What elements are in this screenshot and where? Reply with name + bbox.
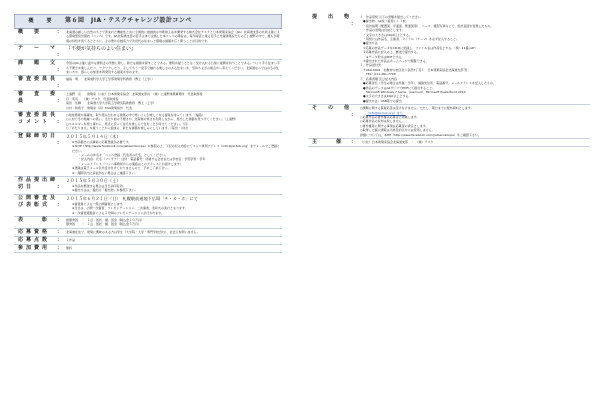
row-entry-fee	[14, 245, 282, 253]
row-eligibility	[14, 229, 282, 237]
committee-member: 菊田 弘輝 北海道大学大学院工学研究院助教授 博士（工学）	[66, 101, 157, 106]
jury-note: ※審査員による一般公開審査とします。	[72, 201, 126, 206]
label-entry-fee: 参加費用 ：	[18, 244, 62, 251]
deliverable-line: ②応募作品に記入の上、郵送で提出する。	[360, 50, 420, 55]
label-gaiyo: 概 要 ：	[18, 29, 62, 35]
award-line: 最優秀賞 ／ １点 賞状、楯、賞金（税込金１０万円）	[66, 217, 145, 222]
label-comment: 審査委員長コメント ：	[18, 112, 62, 126]
deadline-date: ２０１５年５月１４日（木）	[66, 133, 121, 139]
committee-member: 川村 和希子 建築家（有）TAO建築設計 代表	[66, 105, 132, 110]
row-theme	[14, 45, 282, 60]
label-other: そ の 他 ：	[312, 105, 356, 119]
other-line: ○著作権等に関する事項は応募者の責任とします。	[360, 123, 429, 128]
deliverable-line: ※データ形式はPDFとする。	[360, 54, 405, 59]
left-column	[14, 14, 282, 253]
value-award	[64, 217, 282, 228]
row-committee	[14, 91, 282, 112]
submit-date: ２０１５年５月３０日（土）	[66, 177, 121, 183]
row-committee-chair	[14, 76, 282, 91]
value-organizer: （公社）日本建築家協会北海道支部 ・ （株）テスク	[360, 139, 434, 144]
jury-date: ２０１５年６月２１日（日） 札幌駅前通地下広場「チ・カ・ホ」にて	[66, 195, 198, 201]
committee-member: 上遠野 克 建築家（公社）日本建築家協会 北海道支部長 （株）上遠野建築事務所 代表取締役	[66, 92, 203, 97]
competition-title: 第６回 JIA・テスクチャレンジ設計コンペ	[65, 17, 192, 25]
row-deadline	[14, 133, 282, 177]
label-committee: 審 査 委 員 ：	[18, 91, 67, 105]
label-submit-deadline: 作品提出締切日 ：	[18, 176, 62, 190]
row-gaiyo	[14, 29, 282, 45]
value-fee: １作品	[66, 237, 76, 242]
title-label: 概 要	[28, 18, 56, 24]
award-line: 優秀賞 ／ ２点 賞状、楯、賞金（税込金５万円）	[66, 222, 142, 227]
other-line: ○応募作品の著作権は応募者に帰属します。	[360, 114, 420, 119]
deliverable-line: ●文字の大きさは10pt以上とする。	[360, 94, 412, 99]
row-jury	[14, 195, 282, 217]
value-theme: 『不便が気持ちのよい住まい』	[66, 46, 137, 53]
deliverable-line: ①応募の作品データをCD-Rに記録し、ファイル名は作品名とする。（例：11番.pdf）	[360, 45, 478, 50]
deliverable-line: ・設計説明（配置図、平面図、断面図等）、パース、模型写真などで、設計意図を表現したもの。	[360, 23, 494, 28]
comment-line: ○エネルギーを使う事から、原点に戻って住宅を楽しんで住むことが考えてください。（丹）	[66, 121, 191, 126]
label-committee-chair: 審査委員長 ：	[18, 76, 62, 90]
value-submit-deadline	[64, 177, 282, 194]
deliverable-line: ●提出方法	[360, 41, 378, 46]
deliverable-line: ３．応募書類 及び記入内容	[360, 76, 397, 81]
deadline-note: ※登録は電子メール以外受け付けておりませんので、予めご了承下さい。	[72, 166, 171, 171]
value-eligibility: 北海道在住で、建築に興味のある方は学生（大学院・大学・専門学校含む）、社会人を問いません。	[66, 229, 200, 234]
value-gaiyo	[64, 29, 282, 44]
value-entry-fee: 無料	[66, 245, 73, 250]
kadai-text: 今回のJIA主催に温かな便利さの実態に際し、新たな価値を探すことである。便利を疑うことなく受け入れる日常に疑問を持つことである。つくり手も住まい手も不便さを楽しんだり、ワクワクしたり、そしてもう一度手で触れる楽しさのある住まいを、気持ちよさの視点から考えてください。北海道ならではの冬の住まい方や、暮らしの知恵を再発見する提案を求めます。	[66, 61, 280, 75]
row-deliverables	[308, 14, 590, 105]
row-comment	[14, 112, 282, 133]
other-line: ○課題に関する質疑応答は受け付けません。ただし、期日までに配布資料とします。	[360, 106, 474, 111]
value-deliverables	[358, 14, 590, 104]
deliverable-line: ③提出された作品はホームページで閲覧できる。	[360, 59, 429, 64]
deadline-note: ※一週間以内に返信がない場合はご連絡下さい。	[72, 170, 138, 175]
row-award	[14, 217, 282, 229]
deliverable-line: ・文字の大きさは10pt以上とする。	[360, 32, 412, 37]
value-jury	[64, 195, 282, 216]
label-kadai: 課 題 文 ：	[18, 60, 62, 74]
row-kadai	[14, 60, 282, 76]
label-fee: 応募点数 ：	[18, 236, 62, 243]
committee-chair-text: 福島 明 北海道科学大学工学部建築学科教授（博士（工学））	[66, 77, 155, 82]
deadline-note: ・メールアドレス（コンペ事務局からの連絡はこのアドレスにお届けします）	[78, 161, 183, 166]
label-award: 表 彰 ：	[18, 216, 62, 223]
other-line: ○取得した個人情報は当該目的以外には使用しません。	[360, 128, 435, 133]
deliverable-line: ●応募者名（学生の場合は所属・学年）、連絡先住所、電話番号、メールアドレスを記入したもの。	[360, 81, 496, 86]
label-jury: 公開審査及び表彰式 ：	[18, 194, 62, 208]
label-deliverables: 提 出 物 ：	[312, 14, 356, 27]
deliverable-line: ・用紙には作品名、主催者、タイトル（テーマ）を必ず記入すること。	[360, 37, 459, 42]
value-committee-chair	[64, 76, 282, 90]
label-deadline: 登録締切日 ：	[18, 132, 62, 146]
deliverable-line: ・作品の表現は自由とします。	[360, 28, 405, 33]
label-eligibility: 応募資格 ：	[18, 228, 62, 235]
submit-note: ※提出方法は、後記の「提出物」を参照下さい。	[72, 188, 138, 193]
deadline-note: ※本HP（http://www.facebook.com/jiatescokonpe）を参照の上、下記の記入内容にてコンペ専用アドレス（info@jia-hok.org）までメールでご登録ください。	[72, 144, 280, 153]
comment-line: ○地球環境や基礎化、取り組みがわれる建築の中で寒いうらが楽しくなる提案を待っています。（福島）	[66, 113, 205, 118]
row-fee	[14, 237, 282, 245]
gaiyo-text: 北海道の厳しい自然のもとで育まれた機能性と共に全国的に独創的な外断熱工法を開発する株式会社テスクと日本建築家協会（JIA）北海道支部の共同主催による環境型設計競技（コンペ）です。JIA北海道支部の若手主体で企画した本コンペの趣旨は、毎年時流に乗る若手と先輩建築家たちの広い視野の中で、誰もが環境の持続を育てるとともに、その豊かな創造力で次世代の住まいと環境の価値を広く問うことが目的です。	[66, 30, 280, 43]
right-column	[308, 14, 590, 147]
value-other	[358, 105, 590, 138]
deliverable-line: ●提出方法：USB等での提出	[360, 98, 402, 103]
row-organizer	[308, 139, 590, 147]
comment-line: ○「あたりまえ」を疑うことから始まる、新たな価値を楽しみにしています。（菊田・川村）	[66, 126, 190, 131]
deadline-note: ・メールの件名を「コンペ登録 代表者の氏名」としてください。	[78, 152, 168, 157]
comment-line: ○人村で冬や地域への思い、当たり前の不便さや、北海道の寒さを利用しながら、見出した価値を見つけてください。（上遠野）	[66, 117, 239, 122]
value-deadline	[64, 133, 282, 176]
submit-note: ※作品を郵送する場合は当日消印有効。	[72, 183, 126, 188]
label-organizer: 主 催 ：	[312, 138, 356, 145]
deliverable-line: ●作品のデータはA4サイズでPDFにて提出すること。	[360, 85, 436, 90]
other-line: ○応募作品の返却は致しません。	[360, 119, 405, 124]
deliverable-line: Microsoft Windows 7 home premium、Microsoft PowerPoint 2010	[360, 89, 466, 94]
document-title	[14, 14, 282, 29]
other-line: 詳細については、本HP（http://www.facebook.com/jiatescokonpe）をご確認下さい。	[360, 132, 482, 137]
row-submit-deadline	[14, 177, 282, 195]
deadline-note: ・記入内容：氏名（フリガナ）・住所・電話番号・所属する会社または学校名・学部学科・学年	[78, 157, 206, 162]
deliverable-line: ２．作品送付先	[360, 63, 382, 68]
jury-note: ※当日は、公開一次審査、プレゼンテーション、二次審査、表彰式の流れとなります。	[72, 206, 188, 211]
deliverable-line: TEL：011-261-7709	[360, 72, 396, 77]
row-other	[308, 105, 590, 139]
value-committee	[64, 91, 282, 111]
committee-member: 丹 英司 （株）テスク 代表取締役	[66, 96, 119, 101]
label-theme: テ ー マ ：	[18, 45, 62, 59]
jury-note: ※一次審査通過者による５分間のプレゼンテーションが行われます。	[72, 210, 165, 215]
deliverable-line: ●提出物：A2版（縦使い）１枚。	[360, 19, 409, 24]
contact-email-link[interactable]: （info@jia-hok.org）まで。	[366, 110, 406, 115]
value-kadai	[64, 60, 282, 75]
deadline-note: ※作品提出には事前に応募登録が必要です。	[72, 139, 132, 144]
value-comment	[64, 112, 282, 132]
deliverable-line: 〒060-0001 札幌市中央区北１条西7丁目１ 日本建築家協会北海道支部 宛	[360, 67, 468, 72]
deliverable-line: １．作品用紙 以下の書類を提出してください	[360, 15, 421, 19]
